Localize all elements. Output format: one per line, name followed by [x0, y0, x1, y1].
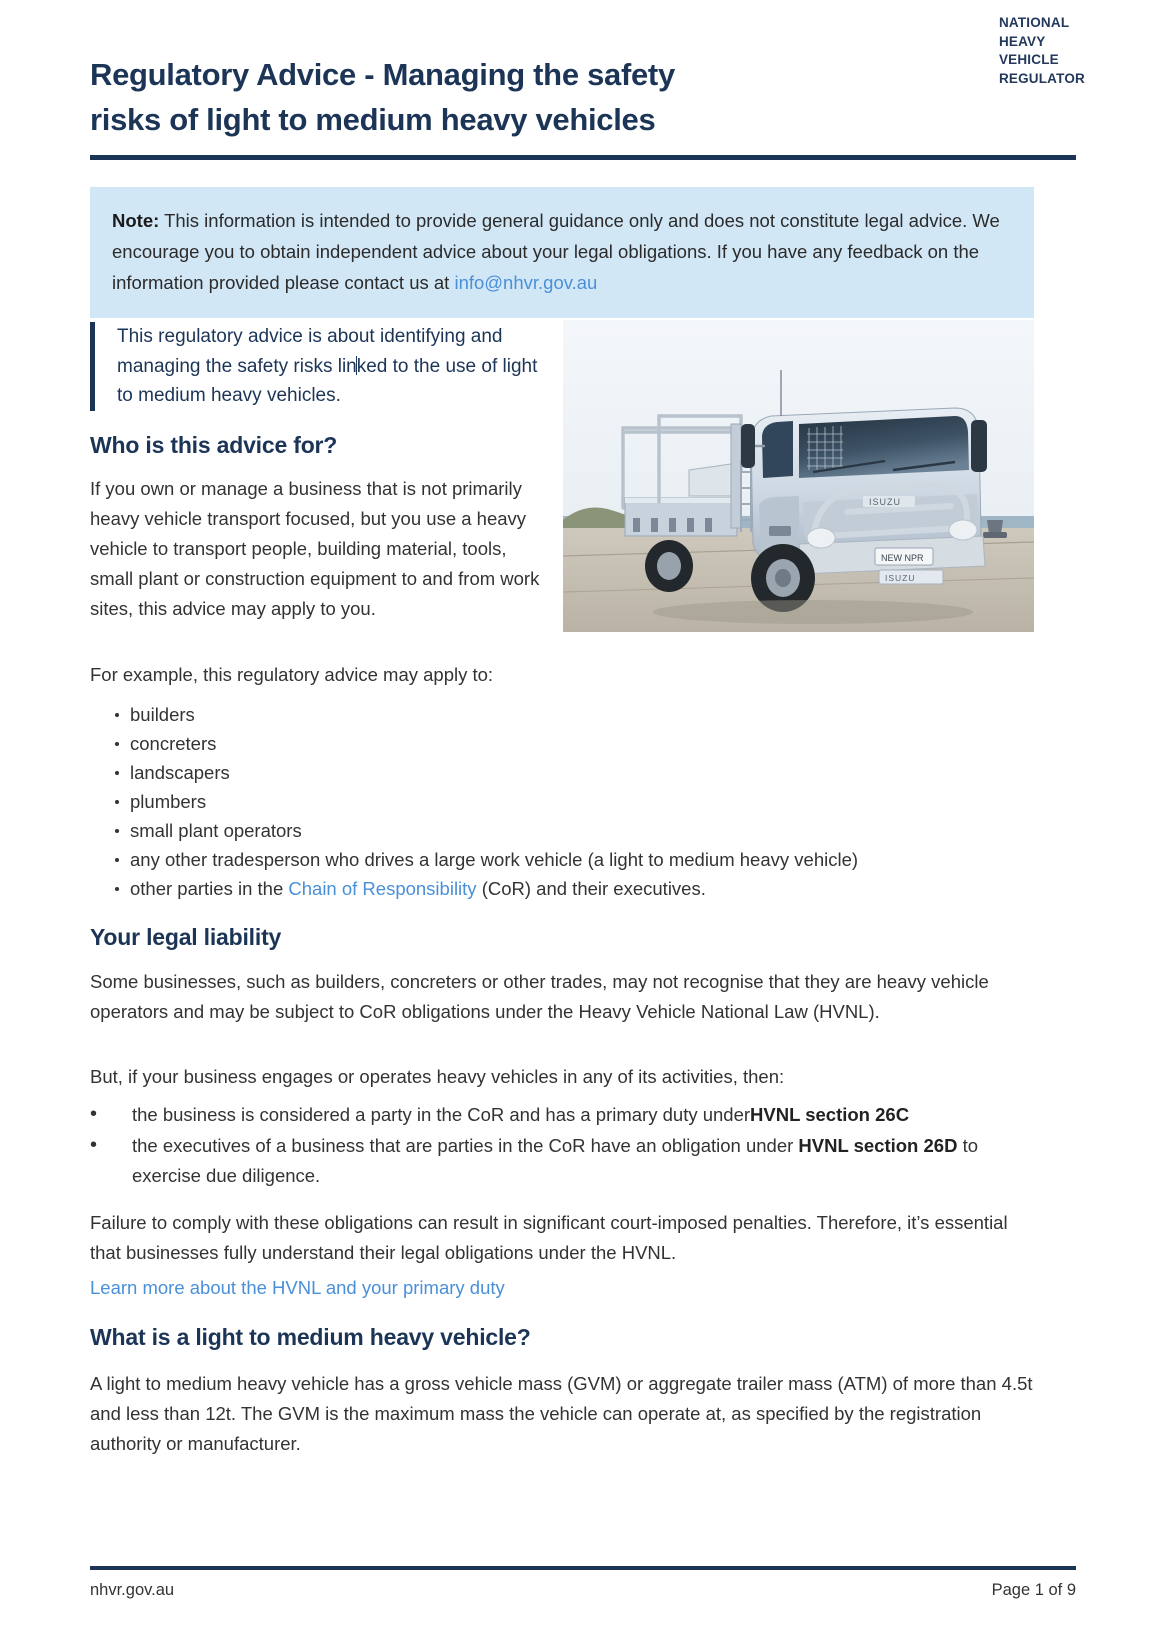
list-item: any other tradesperson who drives a large work vehicle (a light to medium heavy vehicle) [112, 845, 1042, 874]
paragraph-failure-to-comply: Failure to comply with these obligations can result in significant court-imposed penalties. Therefore, it’s essential that businesses fully understand their legal obligations under the HVNL. [90, 1212, 1008, 1263]
learn-more-hvnl-link[interactable]: Learn more about the HVNL and your primary duty [90, 1277, 505, 1298]
note-body: This information is intended to provide general guidance only and does not constitute legal advice. We encourage you to obtain independent advice about your legal obligations. If you have any feedback on the information provided please contact us at [112, 210, 1000, 293]
intro-blockquote [90, 322, 555, 411]
svg-text:ISUZU: ISUZU [885, 573, 916, 583]
nhvr-logo [999, 14, 1085, 88]
footer-page-number: Page 1 of 9 [991, 1581, 1076, 1599]
learn-more-link-wrapper [90, 1273, 790, 1303]
truck-photo [563, 320, 1034, 632]
svg-text:ISUZU: ISUZU [869, 497, 901, 507]
intro-text-part-2: ked to the use of light to medium heavy vehicles. [117, 355, 538, 406]
list-item: small plant operators [112, 816, 1042, 845]
obligations-list [90, 1100, 1035, 1192]
logo-line-national: NATIONAL [998, 15, 1070, 30]
obligation-text: the executives of a business that are parties in the CoR have an obligation under [132, 1135, 799, 1156]
list-item: plumbers [112, 787, 1042, 816]
paragraph-but-if-your-business: But, if your business engages or operates heavy vehicles in any of its activities, then: [90, 1066, 785, 1087]
logo-line-vehicle: VEHICLE [998, 52, 1059, 67]
heading-who-is-this-advice-for: Who is this advice for? [90, 432, 338, 458]
heading-your-legal-liability: Your legal liability [90, 924, 282, 950]
obligation-text-tail: to exercise due diligence. [132, 1135, 979, 1186]
hvnl-section-26d: HVNL section 26D [798, 1135, 958, 1156]
list-item: concreters [112, 729, 1042, 758]
page-title-line-2: risks of light to medium heavy vehicles [90, 102, 656, 137]
note-email-link[interactable]: info@nhvr.gov.au [454, 272, 598, 293]
footer-divider [90, 1566, 1076, 1570]
paragraph-example-intro: For example, this regulatory advice may apply to: [90, 664, 494, 685]
document-header [0, 0, 1166, 168]
paragraph-gvm-definition: A light to medium heavy vehicle has a gross vehicle mass (GVM) or aggregate trailer mass (ATM) of more than 4.5t and less than 12t. The GVM is the maximum mass the vehicle can operate at, as specified by the registration authority or manufacturer. [90, 1373, 1033, 1454]
list-item [90, 1100, 1035, 1130]
note-text [112, 205, 1012, 298]
logo-line-heavy: HEAVY [998, 33, 1046, 49]
hvnl-section-26c: HVNL section 26C [750, 1104, 910, 1125]
list-item-text-before: other parties in the [130, 878, 289, 899]
paragraph-who-is-this-advice-for: If you own or manage a business that is not primarily heavy vehicle transport focused, but you use a heavy vehicle to transport people, building material, tools, small plant or construction equipment to and from work sites, this advice may apply to you. [90, 478, 540, 619]
footer-website[interactable]: nhvr.gov.au [90, 1581, 175, 1599]
list-item-with-link [112, 874, 1042, 903]
header-divider [90, 155, 1076, 160]
list-item-text-after: (CoR) and their executives. [476, 878, 706, 899]
note-callout [90, 187, 1034, 318]
paragraph-some-businesses: Some businesses, such as builders, concreters or other trades, may not recognise that they are heavy vehicle operators and may be subject to CoR obligations under the Heavy Vehicle National Law (HVNL). [90, 971, 989, 1022]
intro-text-part-1: This regulatory advice is about identifying and managing the safety risks lin [117, 326, 503, 377]
list-item: landscapers [112, 758, 1042, 787]
heading-what-is-a-light-to-medium-heavy-vehicle: What is a light to medium heavy vehicle? [90, 1324, 531, 1350]
svg-text:NEW NPR: NEW NPR [881, 553, 924, 563]
logo-line-regulator: REGULATOR [998, 70, 1085, 86]
chain-of-responsibility-link[interactable]: Chain of Responsibility [288, 878, 477, 899]
note-label: Note: [112, 210, 160, 231]
page-title [90, 52, 850, 142]
applies-to-list [112, 700, 1042, 903]
list-item [90, 1131, 1035, 1191]
page-title-line-1: Regulatory Advice - Managing the safety [90, 57, 675, 92]
obligation-text: the business is considered a party in the CoR and has a primary duty under [132, 1104, 751, 1125]
list-item: builders [112, 700, 1042, 729]
intro-text [117, 322, 555, 411]
